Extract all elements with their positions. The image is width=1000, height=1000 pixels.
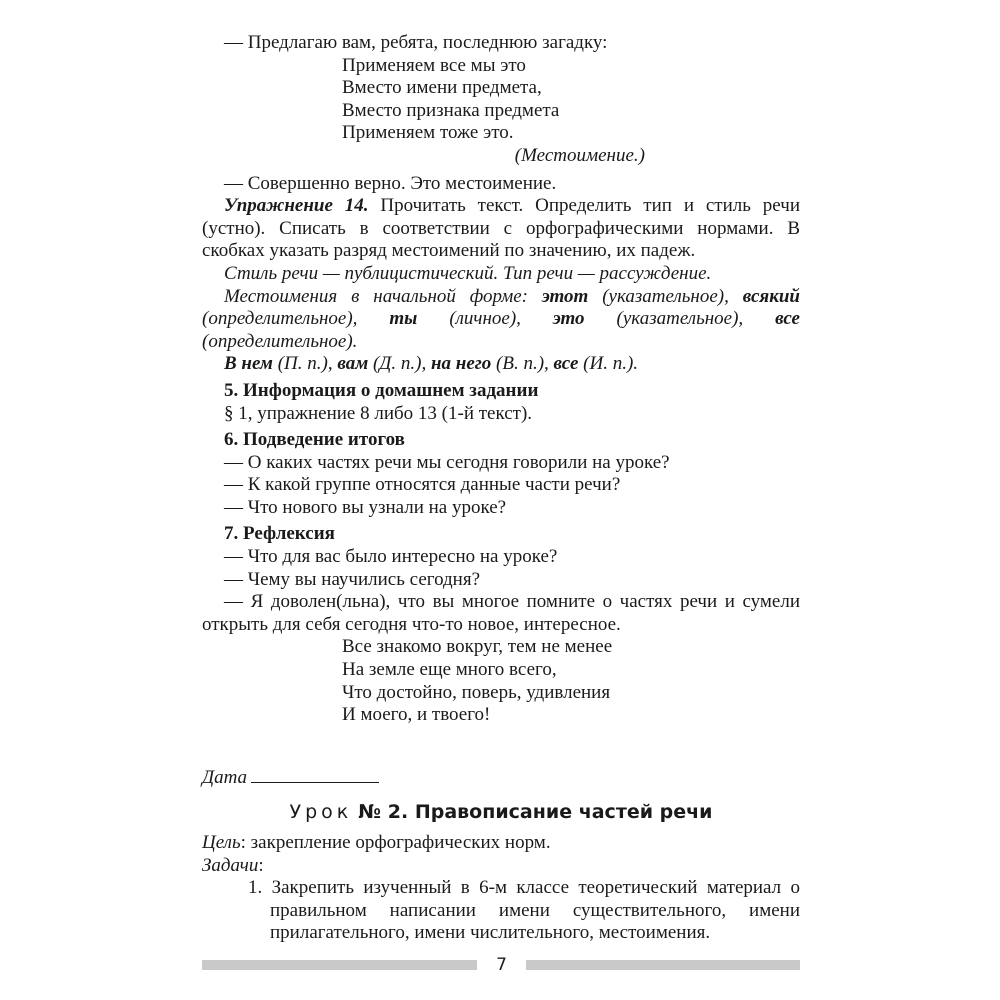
footer-bar-right: [526, 960, 800, 970]
poem-line: Что достойно, поверь, удивления: [342, 681, 611, 703]
correct-line: — Совершенно верно. Это местоимение.: [224, 172, 557, 194]
riddle-line: Применяем все мы это: [342, 54, 526, 76]
question-line: — О каких частях речи мы сегодня говорили на уроке?: [224, 451, 670, 473]
question-line: — Что для вас было интересно на уроке?: [224, 546, 558, 568]
question-line: — Что нового вы узнали на уроке?: [224, 496, 507, 518]
date-field: [202, 767, 800, 790]
intro-line: — Предлагаю вам, ребята, последнюю загадку:: [224, 32, 608, 53]
section-7-heading: 7. Рефлексия: [224, 523, 335, 545]
date-blank: [251, 768, 379, 783]
riddle-line: Применяем тоже это.: [342, 122, 514, 144]
date-label: Дата: [202, 766, 248, 788]
poem-line: Все знакомо вокруг, тем не менее: [342, 636, 613, 658]
question-line: — К какой группе относятся данные части речи?: [224, 474, 621, 496]
poem-line: И моего, и твоего!: [342, 704, 491, 726]
lesson-title: Урок № 2. Правописание частей речи: [289, 801, 713, 824]
riddle-line: Вместо имени предмета,: [342, 77, 542, 99]
section-5-text: § 1, упражнение 8 либо 13 (1-й текст).: [224, 402, 533, 424]
riddle-answer: (Местоимение.): [514, 144, 645, 166]
question-line: — Чему вы научились сегодня?: [224, 568, 481, 590]
speech-style: Стиль речи — публицистический. Тип речи — рассуждение.: [224, 262, 712, 284]
footer-bar-left: [202, 960, 477, 970]
page-number: 7: [496, 955, 507, 975]
tasks-label: Задачи:: [202, 854, 264, 876]
pronoun-cases: В нем (П. п.), вам (Д. п.), на него (В. п.), все (И. п.).: [224, 353, 639, 375]
page-footer: [202, 955, 800, 977]
page-content: [202, 32, 800, 945]
riddle-line: Вместо признака предмета: [342, 99, 560, 121]
closing-remark: — Я доволен(льна), что вы многое помните о частях речи и сумели открыть для себя сегодня что-то новое, интересное.: [202, 591, 800, 635]
goal-line: Цель: закрепление орфографических норм.: [202, 832, 551, 853]
pronoun-forms: Местоимения в начальной форме: этот (указательное), всякий (определительное), ты (личное), это (указательное), все (определительное).: [202, 285, 800, 352]
section-6-heading: 6. Подведение итогов: [224, 429, 405, 451]
exercise-label: Упражнение 14.: [224, 195, 369, 217]
section-5-heading: 5. Информация о домашнем задании: [224, 379, 539, 401]
exercise-14: Упражнение 14. Прочитать текст. Определить тип и стиль речи (устно). Списать в соответствии с орфографическими нормами. В скобках указать разряд местоимений по значению, их падеж.: [202, 195, 800, 262]
task-item: 1. Закрепить изученный в 6-м классе теоретический материал о правильном написании имени существительного, имени прилагательного, имени числительного, местоимения.: [248, 877, 800, 944]
poem-line: На земле еще много всего,: [342, 659, 557, 681]
